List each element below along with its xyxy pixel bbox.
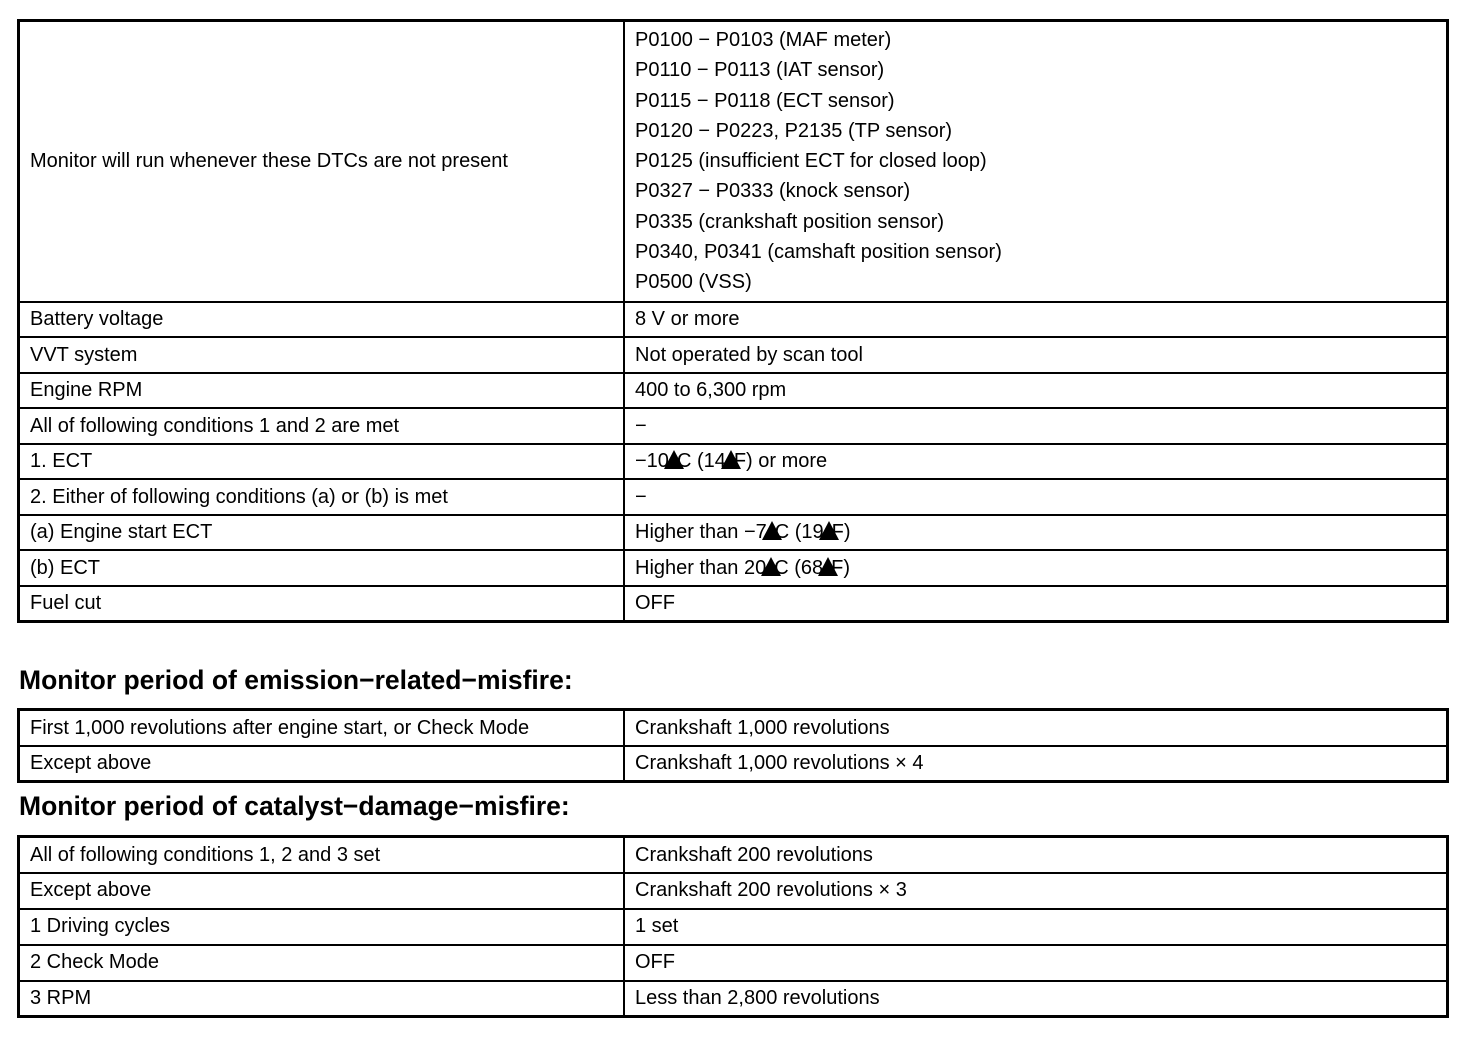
table-row bbox=[19, 873, 1448, 909]
condition-label: Fuel cut bbox=[19, 586, 625, 622]
condition-value: OFF bbox=[624, 586, 1448, 622]
value-text: F) or more bbox=[733, 450, 828, 473]
condition-label: Monitor will run whenever these DTCs are not present bbox=[19, 21, 625, 302]
period-value: Crankshaft 200 revolutions × 3 bbox=[624, 873, 1448, 909]
period-value: 1 set bbox=[624, 909, 1448, 945]
dtc-item: P0100 − P0103 (MAF meter) bbox=[635, 28, 892, 51]
condition-label: Engine RPM bbox=[19, 373, 625, 409]
table-row bbox=[19, 550, 1448, 586]
period-value: OFF bbox=[624, 945, 1448, 981]
period-label: Except above bbox=[19, 873, 625, 909]
period-label: 3 RPM bbox=[19, 981, 625, 1017]
condition-value bbox=[624, 515, 1448, 551]
period-label: First 1,000 revolutions after engine start, or Check Mode bbox=[19, 710, 625, 746]
dtc-list bbox=[624, 21, 1448, 302]
value-text: Higher than 20 bbox=[635, 556, 767, 579]
condition-label: Battery voltage bbox=[19, 302, 625, 338]
condition-value bbox=[624, 550, 1448, 586]
condition-label: (b) ECT bbox=[19, 550, 625, 586]
condition-label: All of following conditions 1 and 2 are met bbox=[19, 408, 625, 444]
condition-value: 400 to 6,300 rpm bbox=[624, 373, 1448, 409]
period-label: Except above bbox=[19, 746, 625, 782]
value-text: −10 bbox=[635, 450, 669, 473]
table-row bbox=[19, 710, 1448, 746]
condition-label: VVT system bbox=[19, 337, 625, 373]
table-row bbox=[19, 945, 1448, 981]
table-row bbox=[19, 515, 1448, 551]
monitor-conditions-table bbox=[17, 19, 1449, 623]
dtc-item: P0335 (crankshaft position sensor) bbox=[635, 210, 945, 233]
value-text: Higher than −7 bbox=[635, 521, 767, 544]
period-label: All of following conditions 1, 2 and 3 set bbox=[19, 837, 625, 873]
table-row bbox=[19, 373, 1448, 409]
dtc-item: P0110 − P0113 (IAT sensor) bbox=[635, 59, 885, 82]
section-heading-catalyst-misfire: Monitor period of catalyst−damage−misfire: bbox=[19, 791, 570, 821]
value-text: F) bbox=[831, 556, 850, 579]
condition-label: 1. ECT bbox=[19, 444, 625, 480]
period-label: 2 Check Mode bbox=[19, 945, 625, 981]
table-row bbox=[19, 586, 1448, 622]
value-text: C (68 bbox=[774, 556, 824, 579]
condition-value: Not operated by scan tool bbox=[624, 337, 1448, 373]
table-row bbox=[19, 408, 1448, 444]
table-row bbox=[19, 21, 1448, 302]
table-row bbox=[19, 746, 1448, 782]
dtc-item: P0125 (insufficient ECT for closed loop) bbox=[635, 150, 987, 173]
period-label: 1 Driving cycles bbox=[19, 909, 625, 945]
condition-value: 8 V or more bbox=[624, 302, 1448, 338]
period-value: Crankshaft 1,000 revolutions × 4 bbox=[624, 746, 1448, 782]
value-text: C (19 bbox=[774, 521, 824, 544]
dtc-item: P0340, P0341 (camshaft position sensor) bbox=[635, 240, 1002, 263]
dtc-item: P0120 − P0223, P2135 (TP sensor) bbox=[635, 119, 953, 142]
catalyst-misfire-table bbox=[17, 835, 1449, 1018]
value-text: C (14 bbox=[676, 450, 726, 473]
period-value: Crankshaft 1,000 revolutions bbox=[624, 710, 1448, 746]
emission-misfire-table bbox=[17, 708, 1449, 783]
condition-label: 2. Either of following conditions (a) or (b) is met bbox=[19, 479, 625, 515]
condition-value bbox=[624, 444, 1448, 480]
table-row bbox=[19, 909, 1448, 945]
dtc-item: P0500 (VSS) bbox=[635, 271, 752, 294]
condition-label: (a) Engine start ECT bbox=[19, 515, 625, 551]
condition-value: − bbox=[624, 408, 1448, 444]
dtc-item: P0115 − P0118 (ECT sensor) bbox=[635, 89, 895, 112]
table-row bbox=[19, 302, 1448, 338]
table-row bbox=[19, 444, 1448, 480]
table-row bbox=[19, 337, 1448, 373]
table-row bbox=[19, 981, 1448, 1017]
period-value: Less than 2,800 revolutions bbox=[624, 981, 1448, 1017]
dtc-item: P0327 − P0333 (knock sensor) bbox=[635, 180, 911, 203]
section-heading-emission-misfire: Monitor period of emission−related−misfire: bbox=[19, 665, 573, 695]
period-value: Crankshaft 200 revolutions bbox=[624, 837, 1448, 873]
value-text: F) bbox=[831, 521, 851, 544]
table-row bbox=[19, 479, 1448, 515]
condition-value: − bbox=[624, 479, 1448, 515]
table-row bbox=[19, 837, 1448, 873]
